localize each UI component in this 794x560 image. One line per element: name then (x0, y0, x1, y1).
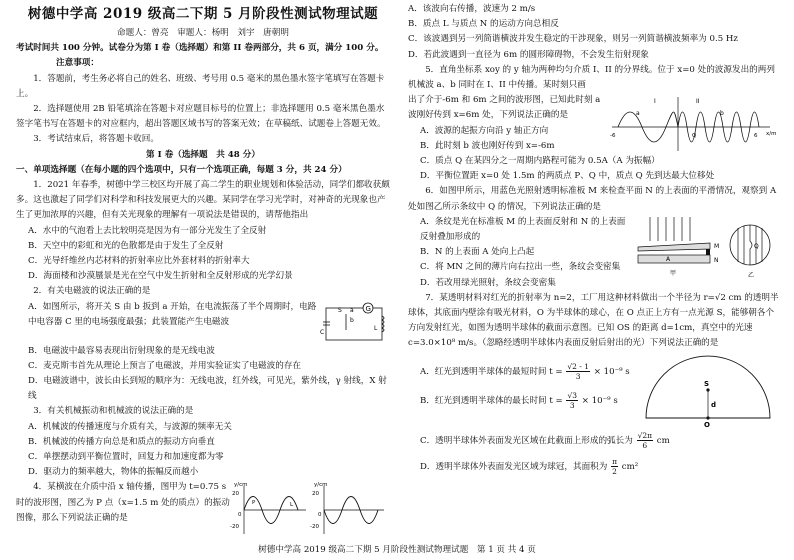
vib-origin: 0 (318, 512, 322, 519)
q1-option-c: C．光导纤维丝内芯材料的折射率应比外套材料的折射率大 (28, 256, 250, 267)
point-a-label: a (350, 306, 354, 314)
point-a-label: A (666, 255, 671, 263)
q4-option-c: C．该波遇到另一列简谐横波并发生稳定的干涉现象，则另一列简谐横波频率为 0.5 Hz (408, 34, 738, 45)
q4-stem: 4．某横波在介质中沿 x 轴传播，图甲为 t=0.75 s 时的波形图，图乙为 P 点（x=1.5 m 处的质点）的振动图像，那么下列说法正确的是 (16, 482, 230, 523)
capacitor-label: C (320, 328, 325, 336)
section-title: 第 I 卷（选择题 共 48 分） (146, 149, 260, 160)
q3-stem: 3．有关机械振动和机械波的说法正确的是 (33, 406, 194, 417)
switch-label-s: S (338, 306, 342, 314)
tick-neg6: -6 (610, 133, 616, 140)
q1-option-d: D．海面楼和沙漠蜃景是光在空气中发生折射和全反射形成的光学幻景 (28, 271, 293, 282)
q4-option-a: A．该波向右传播，波速为 2 m/s (408, 4, 536, 14)
hemisphere-figure (638, 352, 778, 428)
q3-option-b: B．机械波的传播方向总是和质点的振动方向垂直 (28, 436, 215, 447)
point-q-label: Q (754, 242, 759, 250)
authors-line: 命题人：曾亮 审题人：杨明 刘宇 唐朝明 (117, 28, 289, 38)
wave-top-tick: 20 (232, 491, 239, 498)
q5-stem-1: 5．直角坐标系 xoy 的 y 轴为两种均匀介质 I、II 的分界线。位于 x=0 处的波源发出的两列机械波 a、b 同时在 I、II 中传播。某时刻只画 (408, 64, 775, 91)
exam-info: 考试时间共 100 分钟。试卷分为第 I 卷（选择题）和第 II 卷两部分，共 6 页，满分 100 分。 (16, 43, 384, 54)
wave-a-label: a (636, 110, 640, 118)
q5-option-c: C．质点 Q 在某四分之一周期内路程可能为 0.5A（A 为振幅） (420, 156, 660, 167)
point-l-label: L (290, 502, 294, 509)
page-footer: 树德中学高 2019 级高二下期 5 月阶段性测试物理试题 第 1 页 共 4 页 (258, 545, 536, 555)
x-axis-label: x/m (766, 131, 777, 138)
q7-stem: 7．某透明材料对红光的折射率为 n=2，工厂用这种材料做出一个半径为 r=√2 cm 的透明半球体，其底面内壁涂有吸光材料，O 为半球体的球心，在 O 点正上方有一点光源 S，能够朝各个方向发射红光，如图为透明半球体的截面示意图。已知 OS 的距离 d=1cm，真空中的光速 c=3.0×10⁸ m/s。（忽略经透明半球体内表面反射后射出的光）下列说法正确的是 (408, 292, 779, 349)
note-item: 2．选择题使用 2B 铅笔填涂在答题卡对应题目标号的位置上；非选择题用 0.5 毫米黑色墨水签字笔书写在答题卡的对应框内，超出答题区域书写的答案无效；在草稿纸、试题卷上答题无效。 (16, 104, 386, 130)
note-item: 1．答题前，考生务必将自己的姓名、班级、考号用 0.5 毫米的黑色墨水签字笔填写在答题卡上。 (16, 73, 385, 99)
q2-option-c: C．麦克斯韦首先从理论上预言了电磁波，并用实验证实了电磁波的存在 (28, 360, 301, 371)
q5-option-a: A．波源的起振方向沿 y 轴正方向 (420, 125, 549, 136)
q3-option-a: A．机械波的传播速度与介质有关，与波源的频率无关 (28, 421, 232, 432)
notes-heading: 注意事项： (56, 58, 99, 69)
q6-stem: 6．如图甲所示，用蓝色光照射透明标准板 M 来检查平面 N 的上表面的平滑情况，观察到 A 处如图乙所示条纹中 Q 的情况，下列说法正确的是 (408, 186, 777, 212)
q6-option-d: D．若改用绿光照射，条纹会变密集 (420, 277, 556, 288)
left-column (16, 2, 390, 538)
distance-d-label: d (711, 400, 717, 409)
vib-top-tick: 20 (312, 491, 319, 498)
q4-option-b: B．质点 L 与质点 N 的运动方向总相反 (408, 19, 559, 30)
wave-bottom-tick: -20 (230, 524, 239, 531)
q7-option-b: B．红光到透明半球体的最长时间 t = $\frac{√3}{3}$ × 10⁻⁹ s (420, 390, 618, 410)
plate-n-label: N (714, 256, 719, 264)
q7-option-d: D．透明半球体外表面发光区域为球冠，其面积为 $\frac{\pi}{2}$ cm² (420, 456, 639, 476)
q2-stem: 2．有关电磁波的说法正确的是 (33, 286, 151, 297)
q6-interference-figure (630, 215, 778, 279)
q5-option-b: B．此时刻 b 波也刚好传到 x=-6m (420, 140, 555, 151)
q1-option-b: B．天空中的彩虹和光的色散都是由于发生了全反射 (28, 240, 224, 251)
source-s-label: S (704, 379, 710, 388)
q1-option-a: A．水中的气泡看上去比较明亮是因为有一部分光发生了全反射 (28, 225, 267, 236)
q4-wave-figures (230, 480, 386, 538)
q3-option-d: D．驱动力的频率越大，物体的振幅反而越小 (28, 467, 199, 478)
q2-option-a: A．如图所示，将开关 S 由 b 扳到 a 开始，在电流振荡了半个周期时，电路中电容器 C 里的电场强度最强；此装置能产生电磁波 (28, 301, 317, 327)
part-heading: 一、单项选择题（在每小题的四个选项中，只有一个选项正确，每题 3 分，共 24 分） (16, 164, 347, 175)
q5-option-d: D．平衡位置距 x=0 处 1.5m 的两质点 P、Q 中，质点 Q 先到达最大位移处 (420, 171, 715, 182)
note-item: 3．考试结束后，将答题卡收回。 (33, 134, 159, 145)
galvanometer-label: G (365, 304, 371, 313)
lc-circuit-figure (320, 300, 390, 344)
figure-yi-label: 乙 (748, 271, 755, 279)
wave-b-label: b (720, 110, 724, 118)
wave-y-label: y/cm (234, 482, 248, 489)
figure-jia-label: 甲 (670, 269, 677, 277)
plate-m-label: M (714, 242, 720, 250)
q7-option-a: A．红光到透明半球体的最短时间 t = $\frac{√2 - 1}{3}$ × 10⁻⁹ s (420, 361, 630, 381)
q2-option-d: D．电磁波谱中，波长由长到短的顺序为：无线电波，红外线，可见光，紫外线，γ 射线，X 射线 (28, 376, 387, 402)
tick-6: 6 (754, 133, 758, 140)
exam-title: 树德中学高 2019 级高二下期 5 月阶段性测试物理试题 (27, 6, 379, 22)
point-q-label: Q (692, 133, 697, 140)
q2-option-b: B．电磁波中最容易表现出衍射现象的是无线电波 (28, 345, 215, 356)
point-p-label: P (252, 500, 256, 507)
q6-option-a: A．条纹是光在标准板 M 的上表面反射和 N 的上表面反射叠加形成的 (420, 216, 626, 243)
medium-i-label: I (654, 98, 656, 106)
center-o-label: O (704, 420, 710, 428)
q5-wave-figure (608, 93, 780, 153)
q3-option-c: C．单摆摆动到平衡位置时，回复力和加速度都为零 (28, 452, 224, 463)
q5-stem-2: 出了介于-6m 和 6m 之间的波形图，已知此时刻 a 波刚好传到 x=6m 处，下列说法正确的是 (408, 95, 601, 121)
q7-option-c: C．透明半球体外表面发光区域在此截面上形成的弧长为 $\frac{√2\pi}{6}$ cm (420, 430, 670, 450)
point-b-label: b (350, 316, 354, 324)
medium-ii-label: II (696, 98, 700, 106)
q6-option-b: B．N 的上表面 A 处向上凸起 (420, 247, 535, 258)
q4-option-d: D．若此波遇到一直径为 6m 的圆形障碍物，不会发生衍射现象 (408, 49, 649, 60)
vib-bottom-tick: -20 (310, 524, 319, 531)
q6-option-c: C．将 MN 之间的薄片向右拉出一些，条纹会变密集 (420, 262, 621, 273)
inductor-label: L (374, 324, 378, 332)
q1-stem: 1．2021 年春季，树德中学三校区均开展了高二学生的职业规划和体验活动，同学们都收获颇多。这也激起了同学们对科学和科技发展更大的兴趣。某同学在学习光学时，对神奇的光现象也产生了更加浓厚的兴趣，但有关光现象的理解有一项说法是错误的，请帮他指出 (16, 180, 390, 221)
wave-origin: 0 (238, 512, 242, 519)
vib-y-label: y/cm (314, 482, 328, 489)
right-column (408, 2, 782, 480)
